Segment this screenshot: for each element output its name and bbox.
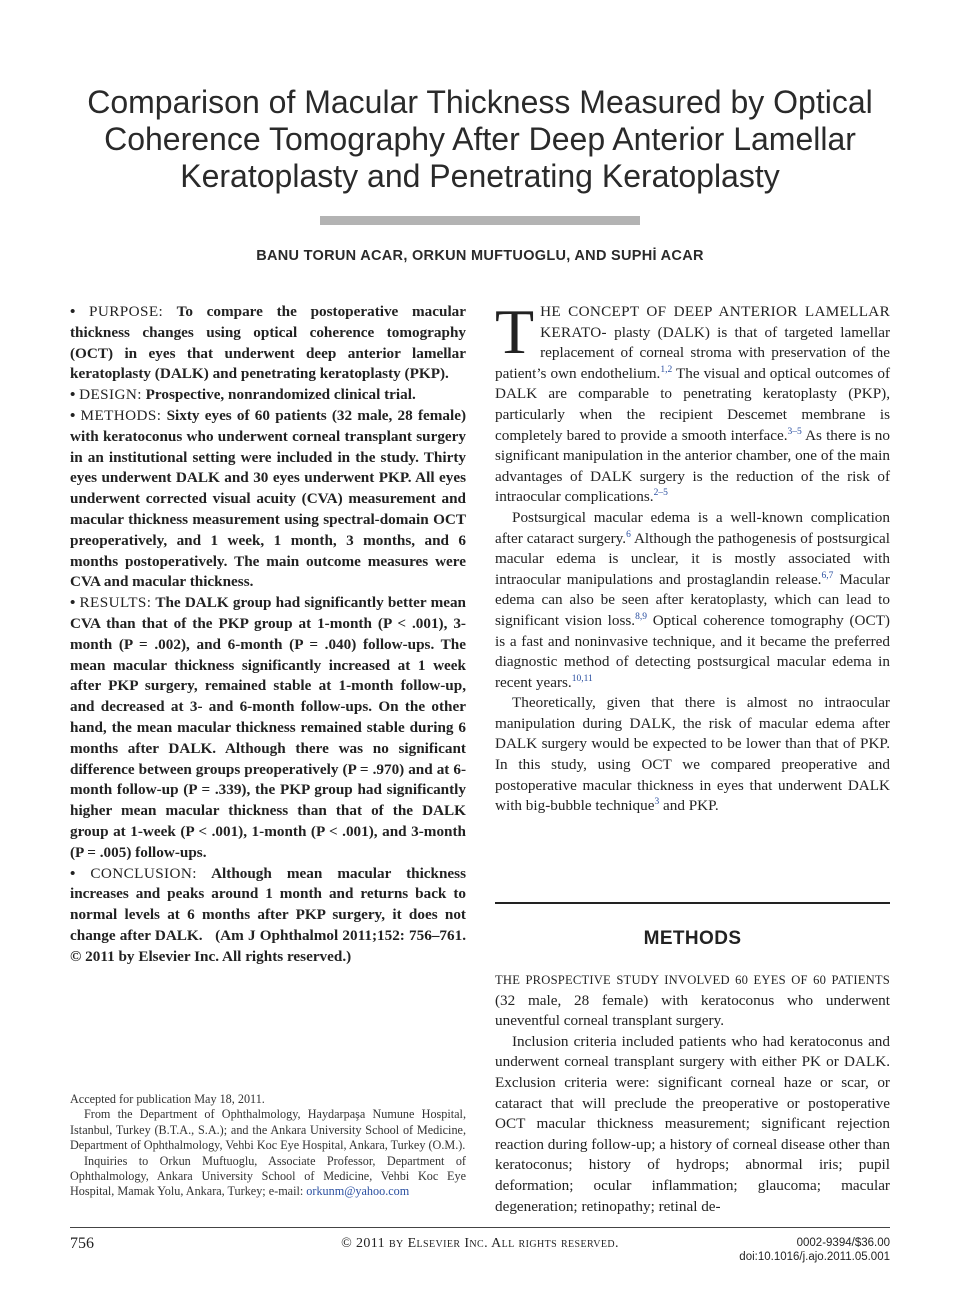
reference-link[interactable]: 3	[654, 797, 660, 808]
methods-paragraph-2: Inclusion criteria included patients who had keratoconus and underwent corneal transplant surgery with either PK or DALK. Exclusion criteria were: significant corneal haze or scar, or cataract that will preclude the preoperative or postoperative OCT macular thickness measurement; significant rejection reaction during follow-up; a history of corneal disease other than keratoconus; history of hydrops; abnormal iris; pupil deformation; ocular inflammation; glaucoma; macular degeneration; retinopathy; retinal de-	[495, 1032, 890, 1215]
inquiries-note	[70, 1154, 466, 1200]
methods-heading: METHODS	[643, 928, 742, 949]
methods-label: METHODS:	[80, 406, 162, 424]
intro-text-3b: and PKP.	[659, 797, 719, 815]
design-text: Prospective, nonrandomized clinical trial.	[145, 386, 416, 404]
conclusion-text: Although mean macular thickness increases and peaks around 1 month and returns back to normal levels at 6 months after PKP surgery, it does not change after DALK.	[70, 864, 466, 944]
intro-lead-caps: HE CONCEPT OF DEEP ANTERIOR LAMELLAR KERATO-	[540, 303, 890, 341]
results-text: The DALK group had significantly better mean CVA than that of the PKP group at 1-month (P < .001), 3-month (P = .002), and 6-month (P = .040) follow-ups. The mean macular thickness significantly increased at 1 week after PKP surgery, remained stable at 1-month follow-up, and decreased at 3- and 6-month follow-ups. On the other hand, the mean macular thickness remained stable during 6 months after DALK. Although there was no significant difference between groups preoperatively (P = .970) and at 6-month follow-up (P = .339), the PKP group had significantly higher mean macular thickness than that of the DALK group at 1-week (P < .001), 1-month (P < .001), and 3-month (P = .005) follow-ups.	[70, 594, 467, 861]
title-divider	[320, 216, 640, 225]
copyright-notice: © 2011 by Elsevier Inc. All rights reserved.	[341, 1236, 619, 1251]
methods-paragraph-1	[495, 970, 890, 1032]
drop-cap: T	[495, 296, 535, 367]
intro-text-2a: Postsurgical macular edema is a well-known complication after cataract surgery.	[495, 508, 890, 547]
bullet-icon: •	[70, 386, 76, 404]
conclusion-label: CONCLUSION:	[90, 864, 197, 882]
reference-link[interactable]: 1,2	[660, 364, 673, 375]
affiliation-note: From the Department of Ophthalmology, Haydarpaşa Numune Hospital, Istanbul, Turkey (B.T.A., S.A.); and the Ankara University School of Medicine, Department of Ophthalmology, Vehbi Koc Eye Hospital, Ankara, Turkey (O.M.).	[70, 1107, 466, 1153]
design-label: DESIGN:	[79, 386, 142, 404]
bullet-icon: •	[70, 864, 76, 882]
methods-text-1: (32 male, 28 female) with keratoconus who underwent uneventful corneal transplant surgery.	[495, 991, 890, 1030]
abstract-results	[70, 593, 466, 863]
inquiries-text: Inquiries to Orkun Muftuoglu, Associate Professor, Department of Ophthalmology, Ankara University School of Medicine, Vehbi Koc Eye Hospital, Mamak Yolu, Ankara, Turkey; e-mail:	[70, 1153, 466, 1199]
bullet-icon: •	[70, 303, 76, 320]
accepted-note: Accepted for publication May 18, 2011.	[70, 1092, 265, 1106]
reference-link[interactable]: 8,9	[635, 611, 647, 622]
intro-text-2c: Macular edema can also be seen after keratoplasty, which can lead to significant vision loss.	[495, 570, 890, 629]
issn-price: 0002-9394/$36.00	[796, 1237, 890, 1249]
methods-section	[495, 970, 890, 1217]
abstract-conclusion	[70, 864, 466, 968]
intro-text-2b: Although the pathogenesis of postsurgical macular edema is unclear, it is mostly associated with intraocular manipulations and prostaglandin release.	[495, 529, 890, 588]
intro-text-3a: Theoretically, given that there is almost no intraocular manipulation during DALK, the risk of macular edema after DALK surgery would be expected to be lower than that of PKP. In this study, using OCT we compared preoperative and postoperative macular thickness in eyes that underwent DALK with big-bubble technique	[495, 694, 890, 815]
title-line-1: Comparison of Macular Thickness Measured by Optical	[87, 84, 873, 120]
title-line-2: Coherence Tomography After Deep Anterior Lamellar	[104, 121, 856, 157]
intro-paragraph-1	[495, 296, 891, 508]
doi[interactable]: doi:10.1016/j.ajo.2011.05.001	[739, 1251, 890, 1263]
article-title	[40, 84, 920, 195]
email-link[interactable]: orkunm@yahoo.com	[306, 1184, 410, 1199]
footer-identifiers	[680, 1236, 890, 1264]
reference-link[interactable]: 2–5	[653, 488, 668, 499]
purpose-label: PURPOSE:	[89, 303, 164, 320]
methods-lead-caps: THE PROSPECTIVE STUDY INVOLVED 60 EYES OF 60 PATIENTS	[495, 973, 890, 987]
abstract-purpose	[70, 302, 466, 385]
reference-link[interactable]: 6	[626, 529, 631, 540]
intro-text-1a: plasty (DALK) is that of targeted lamellar replacement of corneal stroma with preservation of the patient’s own endothelium.	[495, 323, 891, 382]
footer-divider	[70, 1227, 890, 1228]
author-list: BANU TORUN ACAR, ORKUN MUFTUOGLU, AND SUPHİ ACAR	[256, 248, 704, 264]
reference-link[interactable]: 10,11	[571, 673, 593, 684]
intro-paragraph-2	[495, 508, 890, 693]
section-divider	[495, 902, 890, 904]
intro-text-2d: Optical coherence tomography (OCT) is a fast and noninvasive technique, and it became the preferred diagnostic method of detecting postsurgical macular edema in recent years.	[495, 611, 890, 691]
abstract	[70, 302, 466, 968]
abstract-design	[70, 385, 466, 406]
intro-text-1c: As there is no significant manipulation in the anterior chamber, one of the main advantages of DALK surgery is the reduction of the risk of intraocular complications.	[495, 426, 890, 506]
bullet-icon: •	[70, 406, 76, 424]
reference-link[interactable]: 6,7	[821, 570, 834, 581]
footnotes	[70, 1092, 466, 1200]
title-line-3: Keratoplasty and Penetrating Keratoplasty	[180, 158, 780, 194]
intro-paragraph-3	[495, 693, 890, 817]
results-label: RESULTS:	[79, 594, 152, 612]
methods-text: Sixty eyes of 60 patients (32 male, 28 female) with keratoconus who underwent corneal transplant surgery in an institutional setting were included in the study. Thirty eyes underwent DALK and 30 eyes underwent PKP. All eyes underwent corrected visual acuity (CVA) measurement and macular thickness measurement using spectral-domain OCT preoperatively, and 1 week, 1 month, 3 months, and 6 months postoperatively. The main outcome measures were CVA and macular thickness.	[70, 406, 467, 591]
purpose-text: To compare the postoperative macular thickness changes using optical coherence tomography (OCT) in eyes that underwent deep anterior lamellar keratoplasty (DALK) and penetrating keratoplasty (PKP).	[70, 303, 467, 383]
bullet-icon: •	[70, 594, 76, 612]
intro-text-1b: The visual and optical outcomes of DALK are comparable to penetrating keratoplasty (PKP), particularly when the recipient Descemet membrane is completely bared to provide a smooth interface.	[495, 364, 890, 444]
introduction	[495, 296, 891, 817]
journal-citation: (Am J Ophthalmol 2011;152: 756–761. © 2011 by Elsevier Inc. All rights reserved.)	[70, 926, 466, 965]
reference-link[interactable]: 3–5	[787, 426, 802, 437]
abstract-methods	[70, 406, 466, 593]
page-number: 756	[70, 1235, 94, 1252]
